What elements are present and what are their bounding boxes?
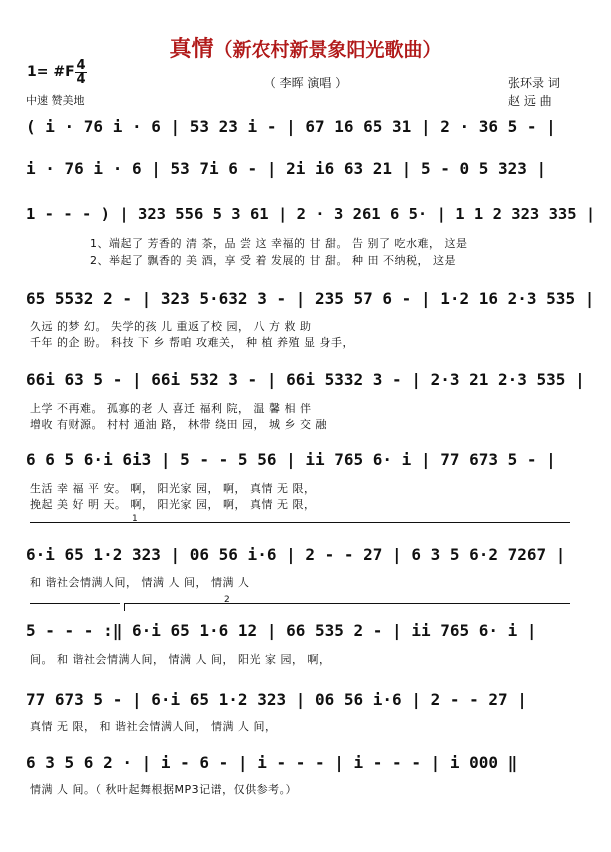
volta-2-hook [124, 603, 125, 611]
lyric-line-11: 真情 无 限， 和 谐社会情满人间， 情满 人 间， [30, 720, 277, 733]
staff-line-4: 65 5532 2 - | 323 5·632 3 - | 235 57 6 - | 1·2 16 2·3 535 | [26, 289, 595, 308]
composer-credit: 赵 远 曲 [508, 94, 552, 108]
time-signature-bottom: 4 [76, 72, 86, 87]
staff-line-8: 5 - - - :‖ 6·i 65 1·6 12 | 66 535 2 - | ii 765 6· i | [26, 621, 537, 640]
volta-1-end [30, 603, 120, 604]
lyric-line-3: 久远 的梦 幻。 失学的孩 儿 重返了校 园， 八 方 救 助 [30, 320, 312, 333]
time-signature-top: 4 [76, 58, 86, 73]
lyric-line-9: 和 谐社会情满人间， 情满 人 间， 情满 人 [30, 576, 250, 589]
volta-2-number: 2 [224, 595, 230, 605]
volta-1-number: 1 [132, 514, 138, 524]
lyric-line-2: 2、举起了 飘香的 美 酒，享 受 着 发展的 甘 甜。 种 田 不纳税， 这是 [90, 254, 456, 267]
song-title [0, 32, 611, 63]
lyric-line-7: 生活 幸 福 平 安。 啊， 阳光家 园， 啊， 真情 无 限， [30, 482, 316, 495]
staff-line-5: 66i 63 5 - | 66i 532 3 - | 66i 5332 3 - | 2·3 21 2·3 535 | [26, 370, 585, 389]
title-main: 真情 [169, 37, 214, 62]
staff-line-2: i · 76 i · 6 | 53 7i 6 - | 2i i6 63 21 | 5 - 0 5 323 | [26, 159, 547, 178]
lyric-line-4: 千年 的企 盼。 科技 下 乡 帮咱 攻难关， 种 植 养殖 显 身手， [30, 336, 354, 349]
title-subtitle: （新农村新景象阳光歌曲） [213, 39, 442, 61]
lyric-line-12: 情满 人 间。（ 秋叶起舞根据MP3记谱，仅供参考。） [30, 783, 298, 796]
lyric-line-8: 挽起 美 好 明 天。 啊， 阳光家 园， 啊， 真情 无 限， [30, 498, 316, 511]
staff-line-6: 6 6 5 6·i 6i3 | 5 - - 5 56 | ii 765 6· i | 77 673 5 - | [26, 450, 556, 469]
volta-1-bracket [30, 522, 570, 523]
staff-line-7: 6·i 65 1·2 323 | 06 56 i·6 | 2 - - 27 | 6 3 5 6·2 7267 | [26, 545, 566, 564]
key-signature: 1= #F [27, 64, 75, 80]
staff-line-9: 77 673 5 - | 6·i 65 1·2 323 | 06 56 i·6 | 2 - - 27 | [26, 690, 527, 709]
lyric-line-6: 增收 有财源。 村村 通油 路， 林带 绕田 园， 城 乡 交 融 [30, 418, 327, 431]
staff-line-1: ( i · 76 i · 6 | 53 23 i - | 67 16 65 31 | 2 · 36 5 - | [26, 117, 556, 136]
tempo-marking: 中速 赞美地 [26, 94, 85, 107]
lyric-line-10: 间。 和 谐社会情满人间， 情满 人 间， 阳光 家 园， 啊， [30, 653, 331, 666]
staff-line-10: 6 3 5 6 2 · | i - 6 - | i - - - | i - - - | i 000 ‖ [26, 753, 518, 772]
lyric-line-5: 上学 不再难。 孤寡的老 人 喜迁 福利 院， 温 馨 相 伴 [30, 402, 312, 415]
lyric-line-1: 1、端起了 芳香的 清 茶，品 尝 这 幸福的 甘 甜。 告 别了 吃水难， 这是 [90, 237, 468, 250]
volta-2-bracket [124, 603, 570, 604]
staff-line-3: 1 - - - ) | 323 556 5 3 61 | 2 · 3 261 6 5· | 1 1 2 323 335 | [26, 205, 596, 223]
lyricist-credit: 张环录 词 [508, 76, 560, 90]
singer-credit: （ 李晖 演唱 ） [263, 76, 348, 90]
